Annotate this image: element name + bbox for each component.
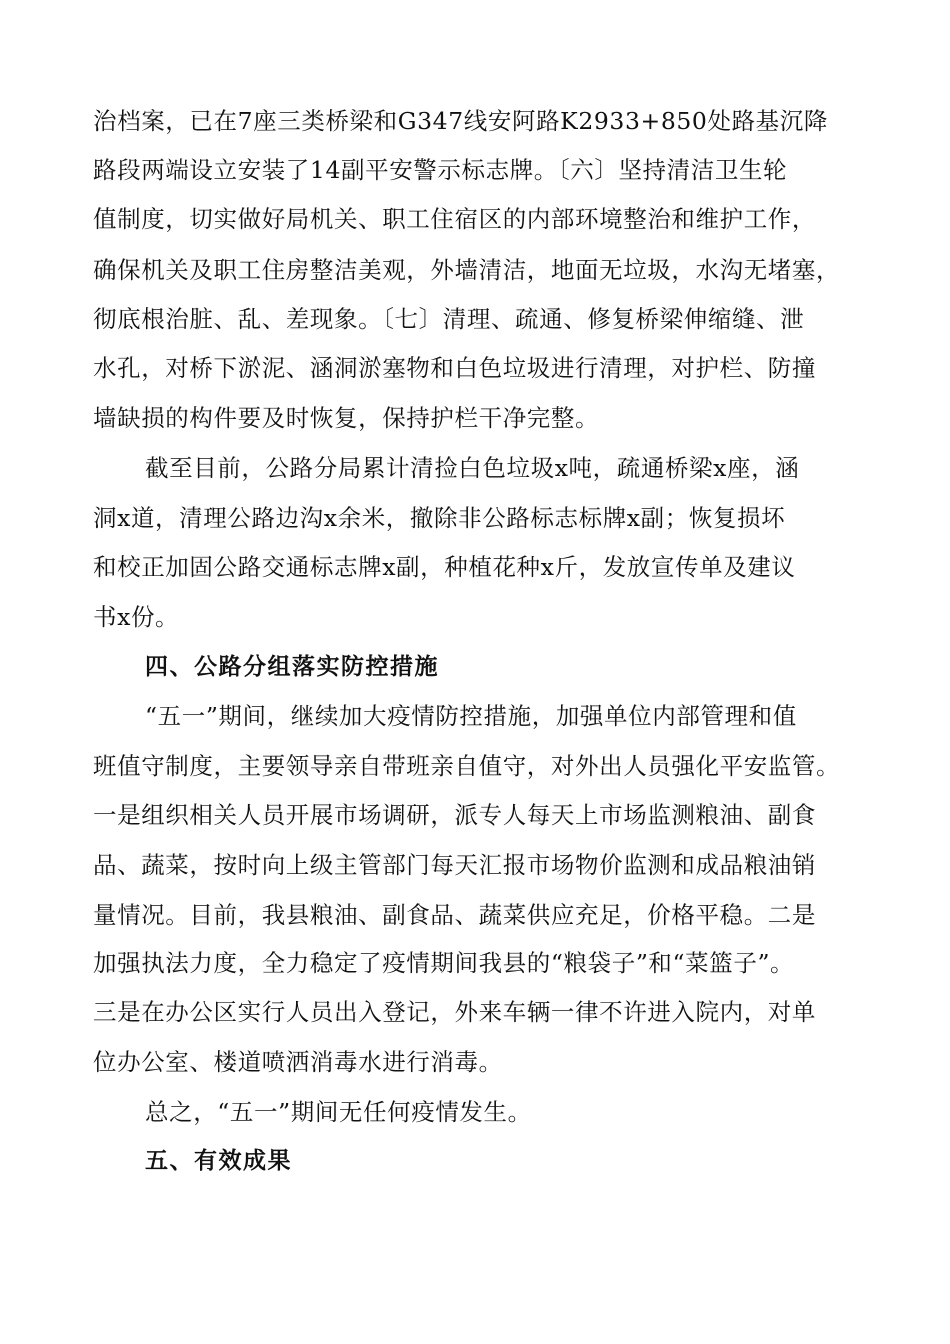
section-heading: 四、公路分组落实防控措施 <box>145 654 439 680</box>
paragraph-line: 洞x道，清理公路边沟x余米，撤除非公路标志标牌x副；恢复损坏 <box>93 504 786 532</box>
paragraph-line: 位办公室、楼道喷洒消毒水进行消毒。 <box>93 1048 503 1076</box>
paragraph-line: 水孔，对桥下淤泥、涵洞淤塞物和白色垃圾进行清理，对护栏、防撞 <box>93 354 816 382</box>
paragraph-line: 三是在办公区实行人员出入登记，外来车辆一律不许进入院内，对单 <box>93 998 816 1026</box>
paragraph-line: 路段两端设立安装了14副平安警示标志牌。〔六〕坚持清洁卫生轮 <box>93 156 788 184</box>
paragraph-line: 墙缺损的构件要及时恢复，保持护栏干净完整。 <box>93 404 600 432</box>
paragraph-line: 量情况。目前，我县粮油、副食品、蔬菜供应充足，价格平稳。二是 <box>93 901 816 929</box>
paragraph-line: 和校正加固公路交通标志牌x副，种植花种x斤，发放宣传单及建议 <box>93 553 796 581</box>
paragraph-line: 班值守制度，主要领导亲自带班亲自值守，对外出人员强化平安监管。 <box>93 752 841 780</box>
paragraph-line: 值制度，切实做好局机关、职工住宿区的内部环境整治和维护工作， <box>93 205 816 233</box>
paragraph-line: 彻底根治脏、乱、差现象。〔七〕清理、疏通、修复桥梁伸缩缝、泄 <box>93 305 805 333</box>
paragraph-line: 书x份。 <box>93 603 180 631</box>
paragraph-line: “五一”期间，继续加大疫情防控措施，加强单位内部管理和值 <box>145 702 797 730</box>
paragraph-line: 截至目前，公路分局累计清捡白色垃圾x吨，疏通桥梁x座，涵 <box>145 454 800 482</box>
paragraph-line: 加强执法力度，全力稳定了疫情期间我县的“粮袋子”和“菜篮子”。 <box>93 949 795 977</box>
paragraph-line: 总之，“五一”期间无任何疫情发生。 <box>145 1098 532 1126</box>
paragraph-line: 治档案，已在7座三类桥梁和G347线安阿路K2933+850处路基沉降 <box>93 107 828 135</box>
section-heading: 五、有效成果 <box>145 1148 292 1174</box>
paragraph-line: 品、蔬菜，按时向上级主管部门每天汇报市场物价监测和成品粮油销 <box>93 851 816 879</box>
paragraph-line: 一是组织相关人员开展市场调研，派专人每天上市场监测粮油、副食 <box>93 801 816 829</box>
paragraph-line: 确保机关及职工住房整洁美观，外墙清洁，地面无垃圾，水沟无堵塞， <box>93 256 841 284</box>
